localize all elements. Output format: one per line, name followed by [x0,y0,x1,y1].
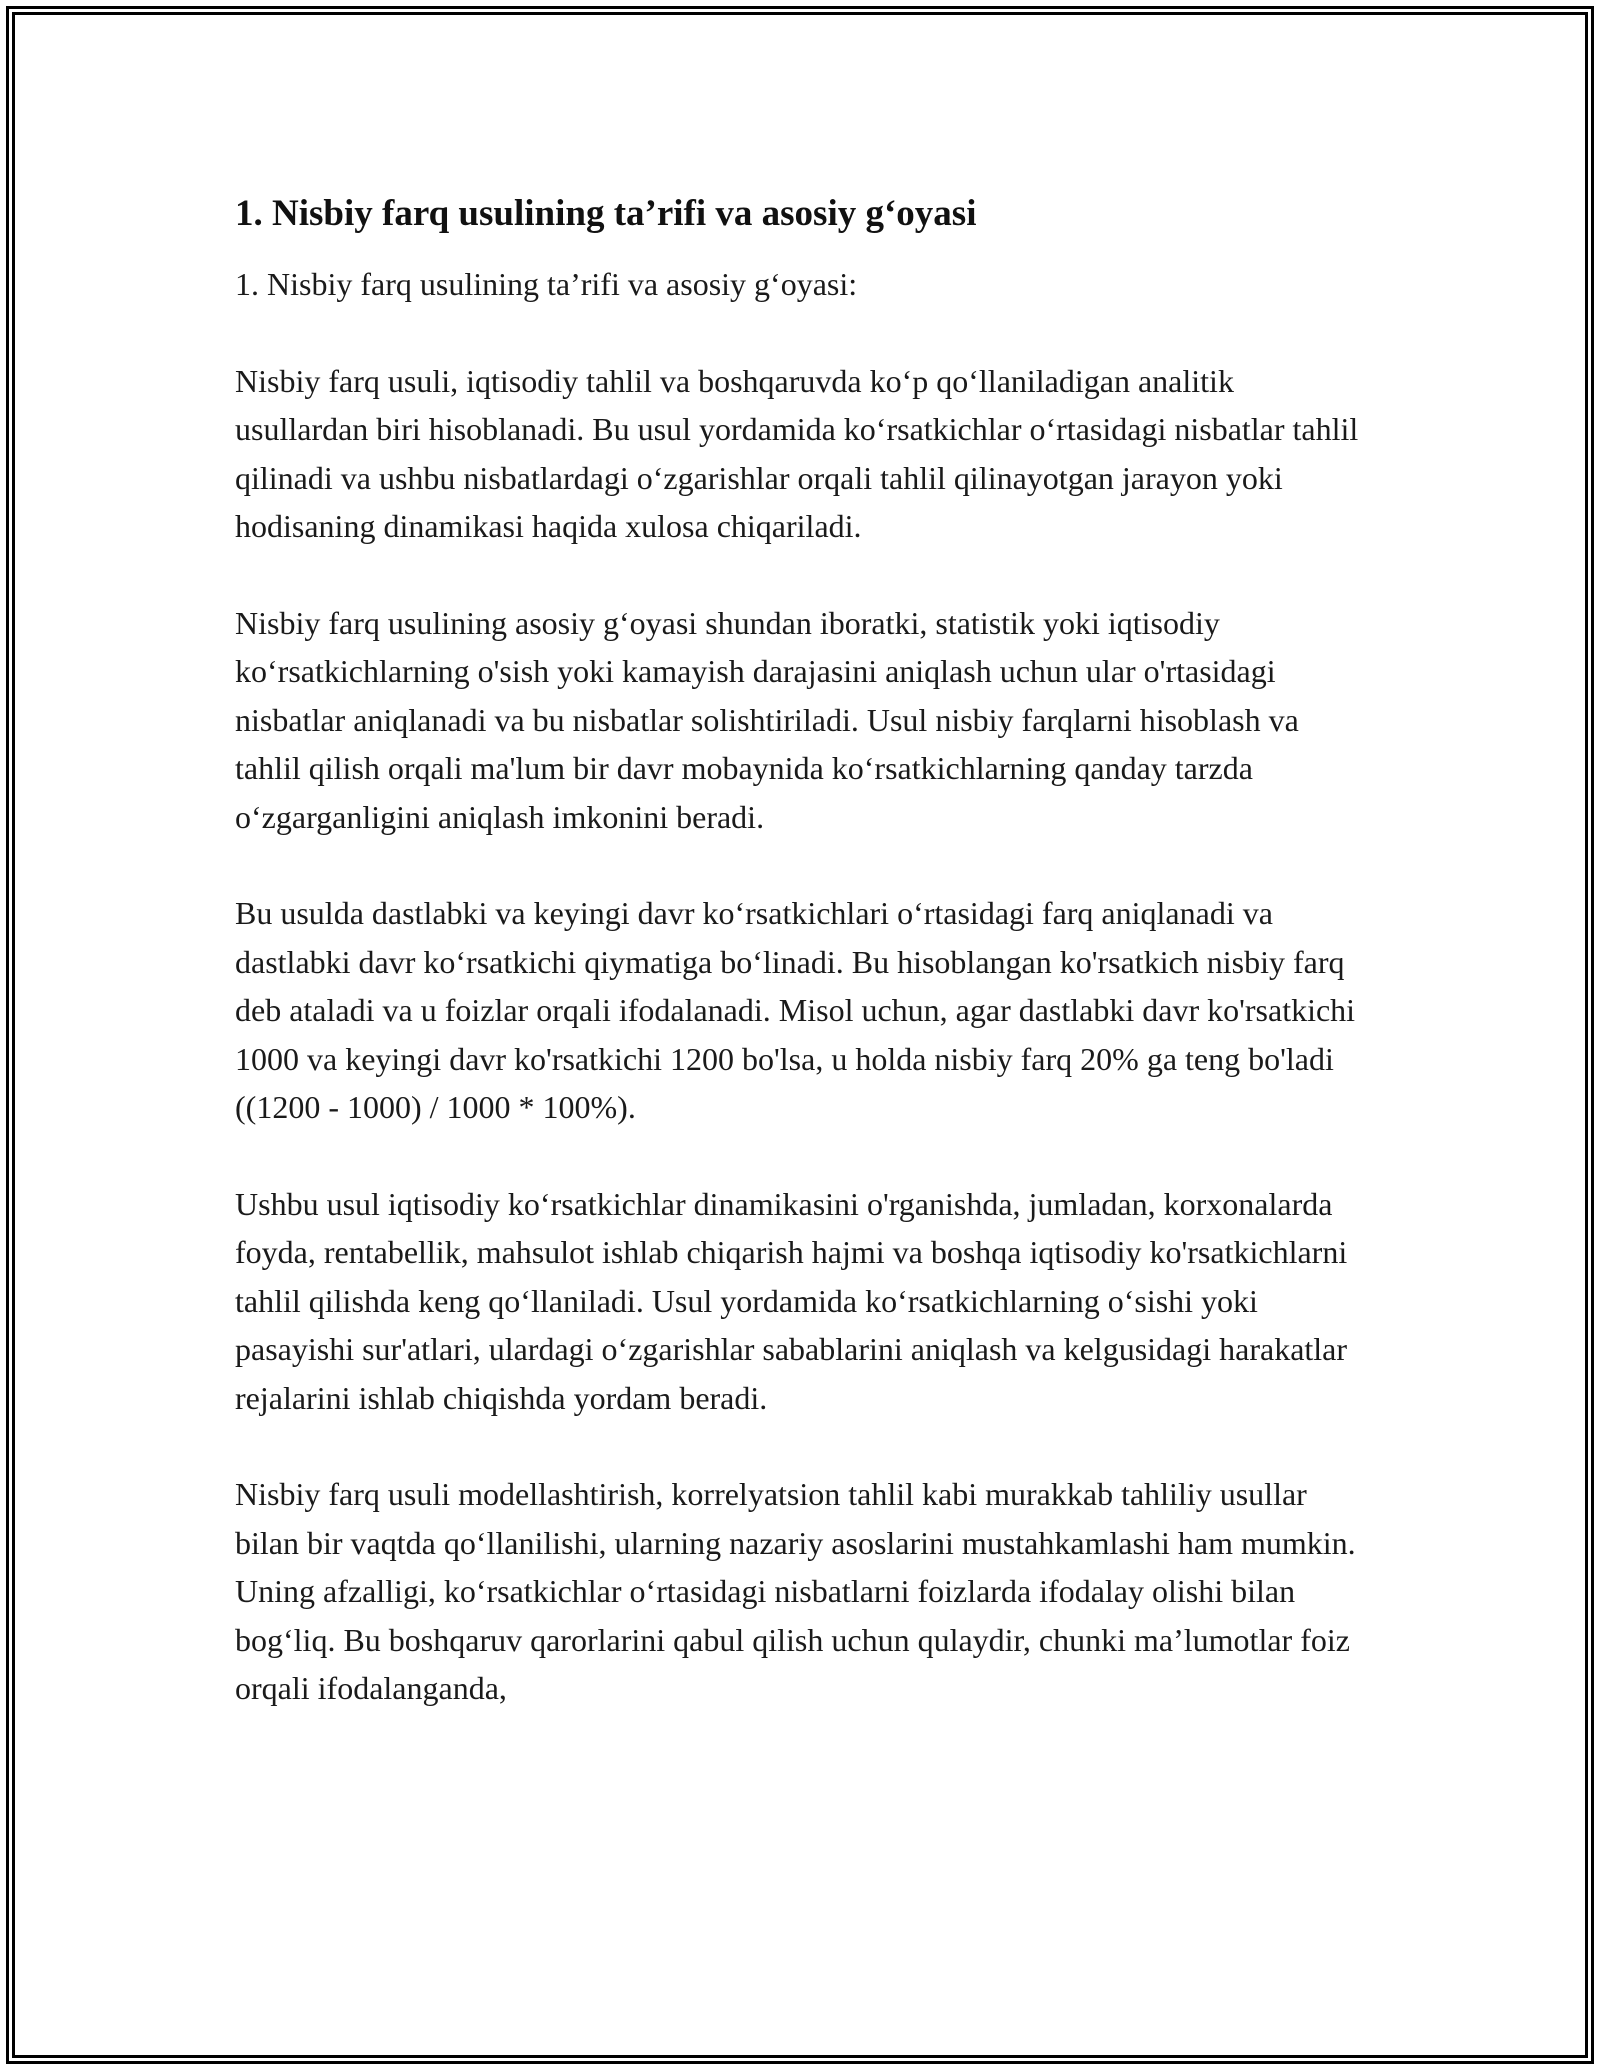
paragraph-application: Ushbu usul iqtisodiy ko‘rsatkichlar dinamikasini o'rganishda, jumladan, korxonalarda foyda, rentabellik, mahsulot ishlab chiqarish hajmi va boshqa iqtisodiy ko'rsatkichlarni tahlil qilishda keng qo‘llaniladi. Usul yordamida ko‘rsatkichlarning o‘sishi yoki pasayishi sur'atlari, ulardagi o‘zgarishlar sabablarini aniqlash va kelgusidagi harakatlar rejalarini ishlab chiqishda yordam beradi. [235,1185,1348,1416]
paragraph-intro: 1. Nisbiy farq usulining ta’rifi va asosiy g‘oyasi: [235,266,858,302]
paragraph-definition: Nisbiy farq usuli, iqtisodiy tahlil va boshqaruvda ko‘p qo‘llaniladigan analitik usullardan biri hisoblanadi. Bu usul yordamida ko‘rsatkichlar o‘rtasidagi nisbatlar tahlil qilinadi va ushbu nisbatlardagi o‘zgarishlar orqali tahlil qilinayotgan jarayon yoki hodisaning dinamikasi haqida xulosa chiqariladi. [235,362,1359,544]
paragraph-calculation: Bu usulda dastlabki va keyingi davr ko‘rsatkichlari o‘rtasidagi farq aniqlanadi va dastlabki davr ko‘rsatkichi qiymatiga bo‘linadi. Bu hisoblangan ko'rsatkich nisbiy farq deb ataladi va u foizlar orqali ifodalanadi. Misol uchun, agar dastlabki davr ko'rsatkichi 1000 va keyingi davr ko'rsatkichi 1200 bo'lsa, u holda nisbiy farq 20% ga teng bo'ladi ((1200 - 1000) / 1000 * 100%). [235,895,1356,1125]
paragraph-main-idea: Nisbiy farq usulining asosiy g‘oyasi shundan iboratki, statistik yoki iqtisodiy ko‘rsatkichlarning o'sish yoki kamayish darajasini aniqlash uchun ular o'rtasidagi nisbatlar aniqlanadi va bu nisbatlar solishtiriladi. Usul nisbiy farqlarni hisoblash va tahlil qilish orqali ma'lum bir davr mobaynida ko‘rsatkichlarning qanday tarzda o‘zgarganligini aniqlash imkonini beradi. [235,604,1299,835]
document-body [235,188,1370,1761]
paragraph-advantages: Nisbiy farq usuli modellashtirish, korrelyatsion tahlil kabi murakkab tahliliy usullar bilan bir vaqtda qo‘llanilishi, ularning nazariy asoslarini mustahkamlashi ham mumkin. Uning afzalligi, ko‘rsatkichlar o‘rtasidagi nisbatlarni foizlarda ifodalay olishi bilan bog‘liq. Bu boshqaruv qarorlarini qabul qilish uchun qulaydir, chunki ma’lumotlar foiz orqali ifodalanganda, [235,1476,1356,1706]
section-heading: 1. Nisbiy farq usulining ta’rifi va asosiy g‘oyasi [235,193,977,234]
